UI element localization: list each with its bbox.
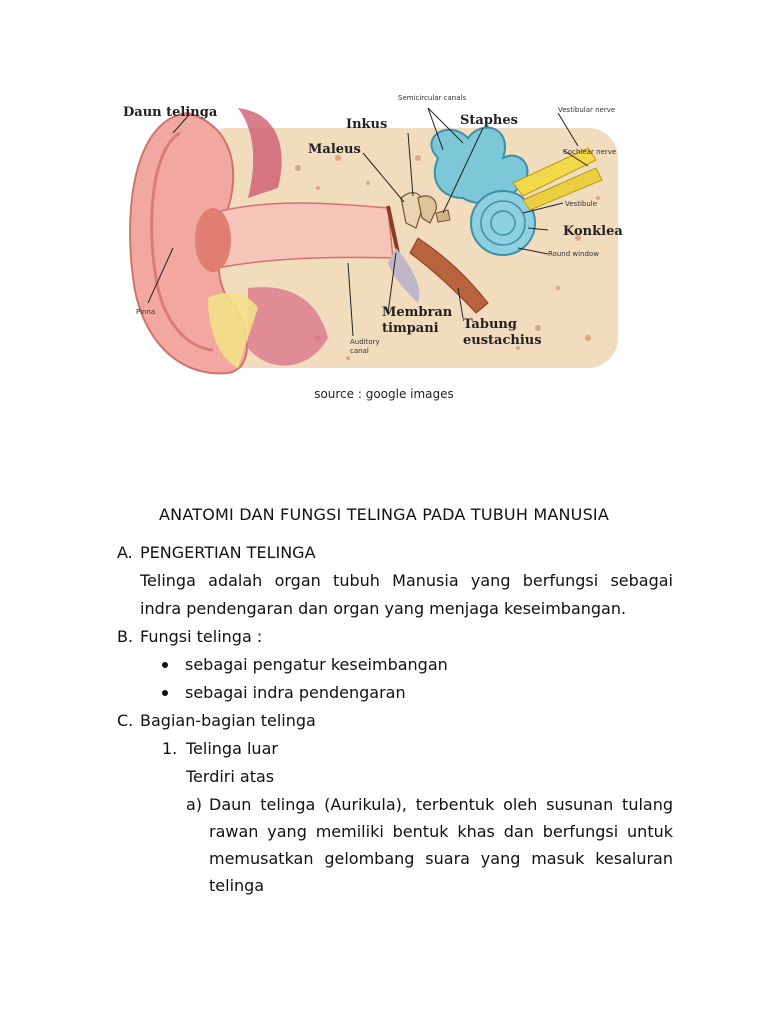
ear-anatomy-illustration xyxy=(118,88,638,388)
item-1-heading: Telinga luar xyxy=(186,739,278,758)
section-b-heading: Fungsi telinga : xyxy=(140,627,263,646)
label-canal: canal xyxy=(350,347,369,355)
label-auditory: Auditory xyxy=(350,338,380,346)
item-a-line-2: rawan yang memiliki bentuk khas dan berfungsi untuk xyxy=(209,822,673,841)
item-a-marker: a) xyxy=(186,795,203,814)
section-c-marker: C. xyxy=(117,711,134,730)
label-vestibule: Vestibule xyxy=(565,200,598,208)
label-membran: Membran xyxy=(382,305,453,320)
section-a-marker: A. xyxy=(117,543,133,562)
bullet-item-2: sebagai indra pendengaran xyxy=(185,683,406,702)
section-a-paragraph-line-2: indra pendengaran dan organ yang menjaga keseimbangan. xyxy=(140,599,627,618)
label-pinna: Pinna xyxy=(136,308,156,316)
label-tabung: Tabung xyxy=(463,317,517,332)
label-maleus: Maleus xyxy=(308,142,361,157)
section-c-heading: Bagian-bagian telinga xyxy=(140,711,316,730)
canal-opening xyxy=(195,208,231,272)
section-a-heading: PENGERTIAN TELINGA xyxy=(140,543,316,562)
label-round-window: Round window xyxy=(548,250,599,258)
label-cochlear-nerve: Cochlear nerve xyxy=(563,148,617,156)
document-title: ANATOMI DAN FUNGSI TELINGA PADA TUBUH MANUSIA xyxy=(159,505,609,524)
label-daun-telinga: Daun telinga xyxy=(123,105,218,120)
item-a-line-3: memusatkan gelombang suara yang masuk kesaluran xyxy=(209,849,673,868)
label-eustachius: eustachius xyxy=(463,333,542,348)
section-b-marker: B. xyxy=(117,627,134,646)
label-vestibular-nerve: Vestibular nerve xyxy=(558,106,616,114)
label-timpani: timpani xyxy=(382,321,439,336)
ear-anatomy-figure xyxy=(118,88,638,388)
label-inkus: Inkus xyxy=(346,117,388,132)
label-konklea: Konklea xyxy=(563,224,623,239)
item-1-marker: 1. xyxy=(162,739,178,758)
figure-caption: source : google images xyxy=(314,387,454,401)
label-staphes: Staphes xyxy=(460,113,518,128)
bullet-dot xyxy=(162,690,168,696)
bullet-dot xyxy=(162,662,168,668)
item-1-subheading: Terdiri atas xyxy=(186,767,275,786)
item-a-line-4: telinga xyxy=(209,876,265,895)
item-a-line-1: Daun telinga (Aurikula), terbentuk oleh susunan tulang xyxy=(209,795,673,814)
label-semicircular: Semicircular canals xyxy=(398,94,467,102)
bullet-item-1: sebagai pengatur keseimbangan xyxy=(185,655,448,674)
section-a-paragraph-line-1: Telinga adalah organ tubuh Manusia yang berfungsi sebagai xyxy=(140,571,673,590)
